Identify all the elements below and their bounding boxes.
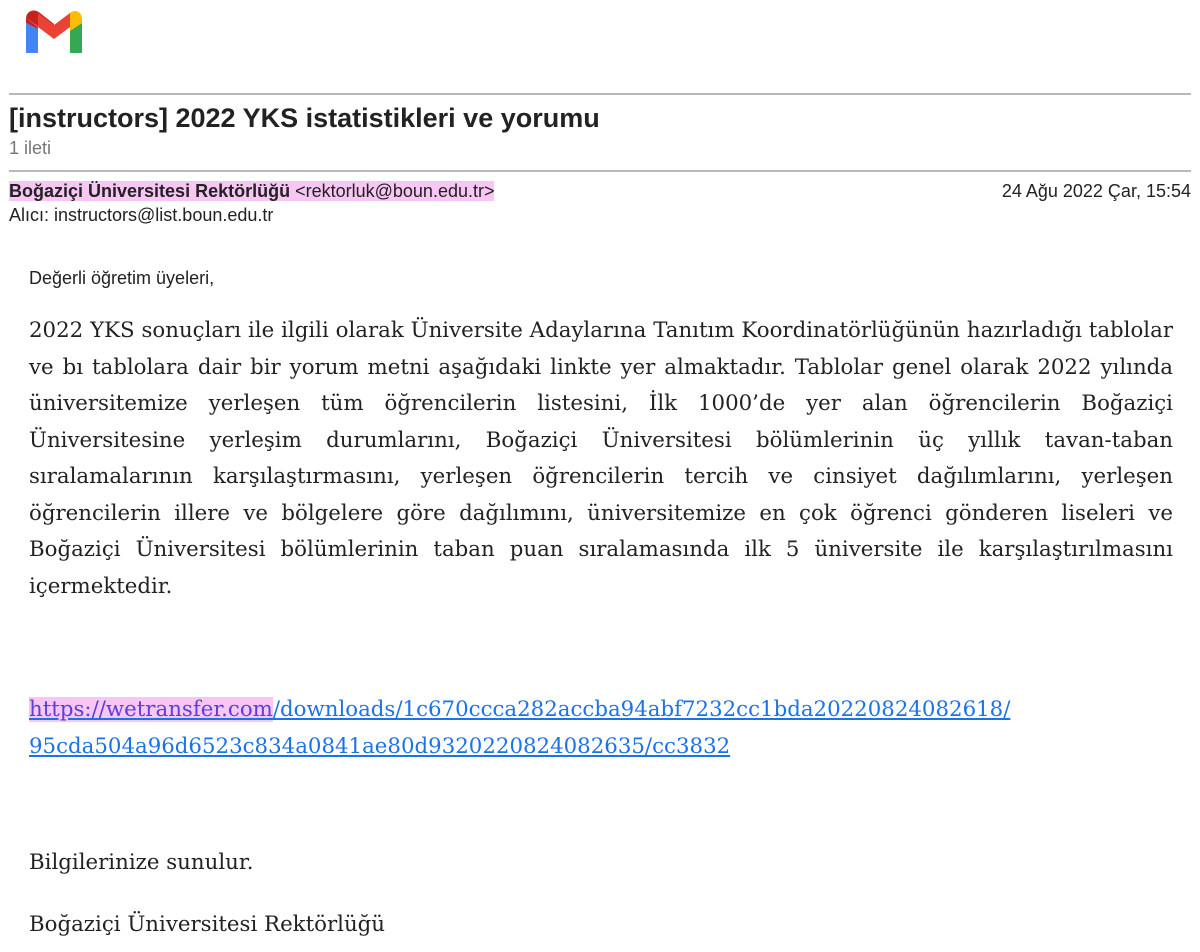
link-domain[interactable]: https://wetransfer.com [29, 697, 273, 722]
message-body: 2022 YKS sonuçları ile ilgili olarak Üniversite Adaylarına Tanıtım Koordinatörlüğünün hazırladığı tablolar ve bı tablolara dair bir yorum metni aşağıdaki linkte yer almaktadır. Tablolar genel olarak 2022 yılında üniversitemize yerleşen tüm öğrencilerin listesini, İlk 1000’de yer alan öğrencilerin Boğaziçi Üniversitesine yerleşim durumlarını, Boğaziçi Üniversitesi bölümlerinin üç yıllık tavan-taban sıralamalarının karşılaştırmasını, yerleşen öğrencilerin tercih ve cinsiyet dağılımlarını, yerleşen öğrencilerin illere ve bölgelere göre dağılımını, üniversitemize en çok öğrenci gönderen liseleri ve Boğaziçi Üniversitesi bölümlerinin taban puan sıralamasında ilk 5 üniversite ile karşılaştırılmasını içermektedir. [29, 318, 1173, 599]
thread-subject: [instructors] 2022 YKS istatistikleri ve yorumu [9, 103, 600, 133]
link-path-1[interactable]: /downloads/1c670ccca282accba94abf7232cc1bda20220824082618/ [272, 697, 1011, 722]
message-date: 24 Ağu 2022 Çar, 15:54 [1001, 181, 1191, 201]
sender-name: Boğaziçi Üniversitesi Rektörlüğü [9, 181, 291, 201]
gmail-logo-icon [22, 9, 86, 57]
subject-divider [9, 170, 1191, 172]
sender-email: <rektorluk@boun.edu.tr> [295, 181, 495, 201]
sender-line [9, 181, 494, 202]
recipient-line: Alıcı: instructors@list.boun.edu.tr [9, 205, 274, 225]
download-link[interactable] [29, 692, 1179, 765]
header-divider [9, 93, 1191, 95]
message-count: 1 ileti [9, 138, 52, 158]
sender-highlight [9, 181, 494, 201]
link-path-2[interactable]: 95cda504a96d6523c834a0841ae80d9320220824082635/cc3832 [29, 733, 731, 759]
signature: Boğaziçi Üniversitesi Rektörlüğü [29, 912, 386, 937]
greeting: Değerli öğretim üyeleri, [29, 268, 215, 288]
closing-text: Bilgilerinize sunulur. [29, 850, 254, 875]
